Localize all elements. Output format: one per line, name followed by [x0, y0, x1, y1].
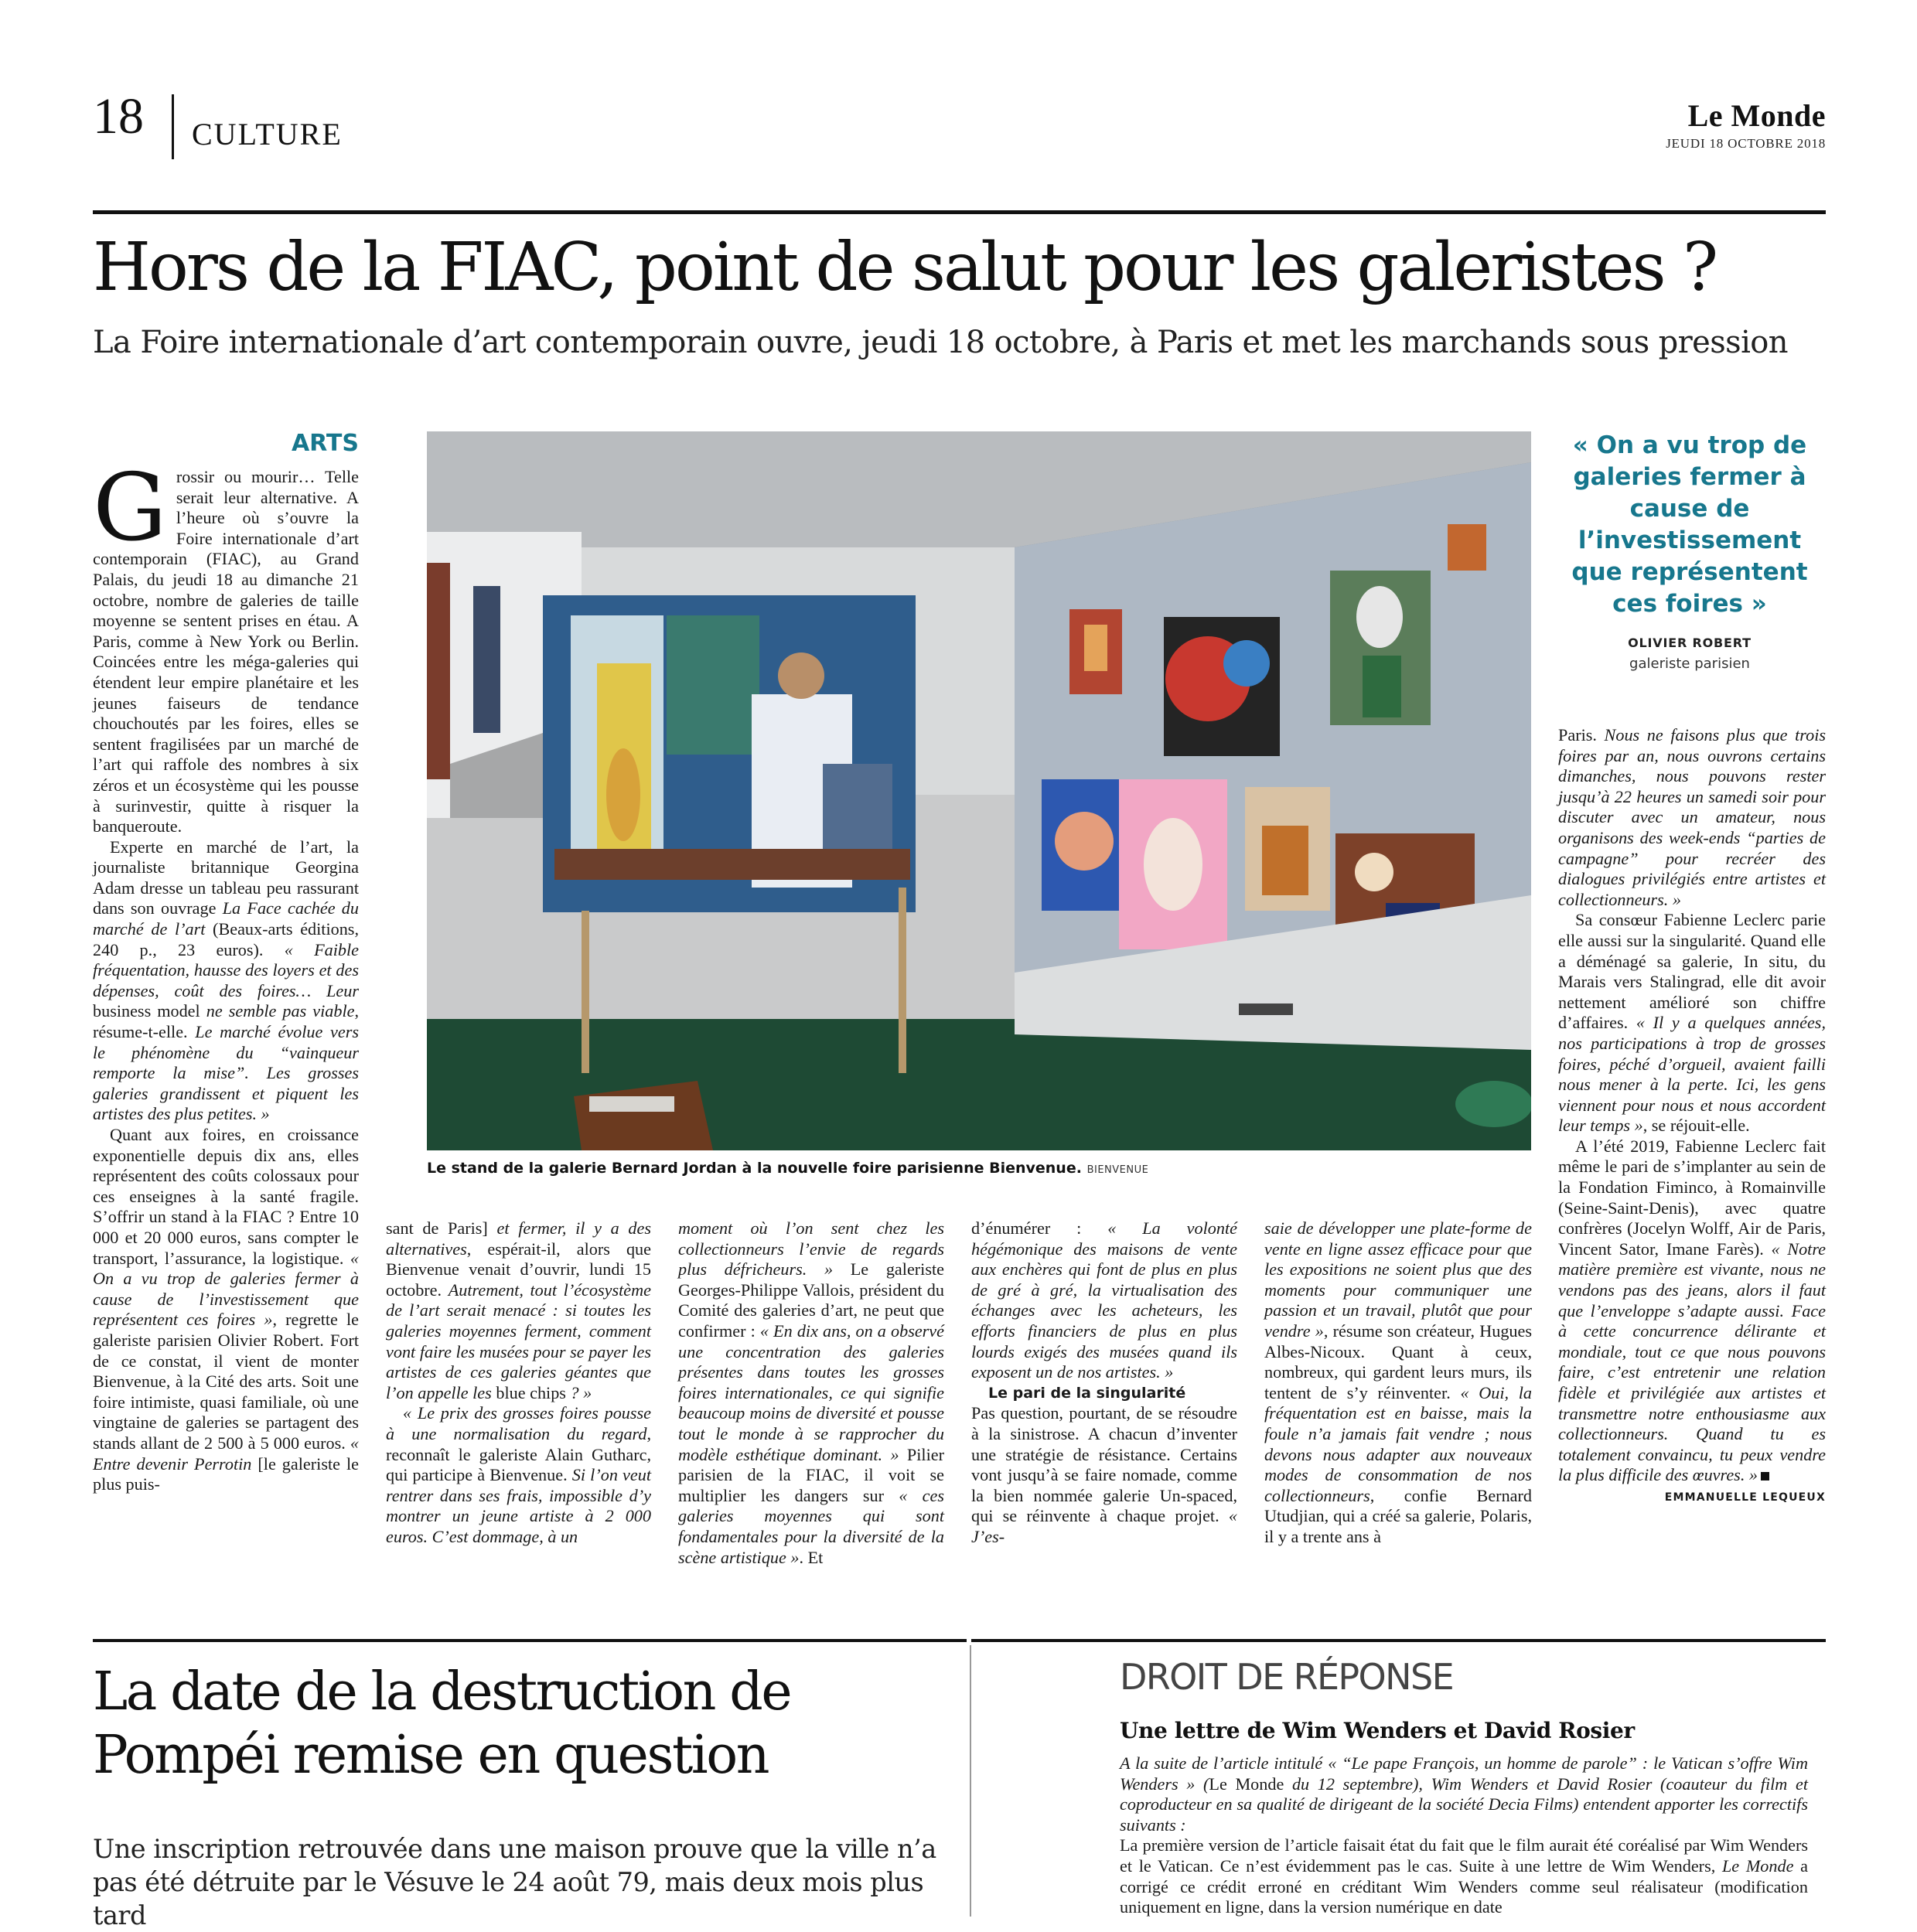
- column-separator: [970, 1645, 971, 1917]
- article-headline: Hors de la FIAC, point de salut pour les galeristes ?: [93, 229, 1717, 306]
- paragraph: d’énumérer : « La volonté hégémonique des maisons de vente aux enchères qui font de plus en plus de gré à gré, la virtualisation des échanges avec les acheteurs, les efforts financiers de plus en plus lourds exigés des musées quand ils exposent un de nos artistes. »: [971, 1218, 1237, 1382]
- dropcap: G: [93, 455, 167, 562]
- header-divider: [172, 94, 174, 159]
- gallery-photo: [427, 431, 1531, 1150]
- photo-caption: Le stand de la galerie Bernard Jordan à la nouvelle foire parisienne Bienvenue. BIENVENUE: [427, 1160, 1149, 1177]
- page-number: 18: [93, 88, 144, 145]
- pull-quote-author: OLIVIER ROBERT: [1628, 635, 1752, 650]
- droit-de-reponse-title: Une lettre de Wim Wenders et David Rosier: [1120, 1718, 1635, 1743]
- section-subheading: Le pari de la singularité: [988, 1384, 1186, 1402]
- newspaper-logo: Le Monde: [1687, 98, 1826, 133]
- droit-top-rule: [971, 1639, 1826, 1642]
- droit-de-reponse-text: [1120, 1753, 1808, 1918]
- paragraph: La première version de l’article faisait état du fait que le film aurait été coréalisé par Wim Wenders et le Vatican. Ce n’est évidemment pas le cas. Suite à une lettre de Wim Wenders, Le Monde a corrigé ce crédit erroné en créditant Wim Wenders comme seul réalisateur (modification uniquement en ligne, dans la version numérique en date: [1120, 1835, 1808, 1917]
- text-column-6: [1558, 725, 1826, 1508]
- paragraph: Quant aux foires, en croissance exponentielle depuis dix ans, elles représentent des coûts colossaux pour ces enseignes à la santé fragile. S’offrir un stand à la FIAC ? Entre 10 000 et 20 000 euros, sans compter le transport, l’assurance, la logistique. « On a vu trop de galeries fermer à cause de l’investissement que représentent ces foires », regrette le galeriste parisien Olivier Robert. Fort de ce constat, il vient de monter Bienvenue, à la Cité des arts. Soit une foire intimiste, quasi familiale, où une vingtaine de galeries se partagent des stands allant de 2 500 à 5 000 euros. « Entre devenir Perrotin [le galeriste le plus puis-: [93, 1125, 359, 1494]
- text-column-2: [386, 1218, 651, 1548]
- text-column-1: [93, 455, 360, 1495]
- paragraph: Paris. Nous ne faisons plus que trois foires par an, nous ouvrons certains dimanches, nous pouvons rester jusqu’à 22 heures un samedi soir pour discuter avec un amateur, nous organisons des week-ends “parties de campagne” pour recréer des dialogues privilégiés entre artistes et collectionneurs. »: [1558, 725, 1826, 909]
- top-rule: [93, 210, 1826, 214]
- paragraph: A l’été 2019, Fabienne Leclerc fait même le pari de s’implanter au sein de la Fondation Fiminco, à Romainville (Seine-Saint-Denis), avec quatre confrères (Jocelyn Wolff, Air de Paris, Vincent Sator, Imane Farès). « Notre matière première est vivante, nous ne vendons pas des jeans, alors il faut que l’enveloppe s’adapte aussi. Face à cette concurrence délirante et mondiale, tout ce que nous pouvons faire, c’est entretenir une relation fidèle et privilégiée aux artistes et transmettre notre enthousiasme aux collectionneurs. Quand tu es totalement convaincu, tu peux vendre la plus difficile des œuvres. »: [1558, 1136, 1826, 1485]
- droit-de-reponse-kicker: DROIT DE RÉPONSE: [1120, 1656, 1454, 1698]
- paragraph: Pas question, pourtant, de se résoudre à la sinistrose. A chacun d’inventer une stratégie de résistance. Certains vont jusqu’à se faire nomade, comme la bien nommée galerie Un-spaced, qui se réinvente à chaque projet. « J’es-: [971, 1403, 1237, 1546]
- text-column-4: [971, 1218, 1237, 1548]
- paragraph: A la suite de l’article intitulé « “Le pape François, un homme de parole” : le Vatican s’offre Wim Wenders » (Le Monde du 12 septembre), Wim Wenders et David Rosier (coauteur du film et coproducteur en sa qualité de dirigeant de la société Decia Films) entendent apporter les correctifs suivants :: [1120, 1753, 1808, 1835]
- rubric-label: ARTS: [291, 430, 359, 457]
- paragraph: Grossir ou mourir… Telle serait leur alternative. A l’heure où s’ouvre la Foire internationale d’art contemporain (FIAC), au Grand Palais, du jeudi 18 au dimanche 21 octobre, nombre de galeries de taille moyenne se sentent prises en étau. A Paris, comme à New York ou Berlin. Coincées entre les méga-galeries qui étendent leur empire planétaire et les jeunes faiseurs de tendance chouchoutés par les foires, elles se sentent fragilisées par un marché de l’art qui raffole des nombres à six zéros et un écosystème qui les pousse à surinvestir, quitte à risquer la banqueroute.: [93, 455, 359, 837]
- pull-quote: « On a vu trop de galeries fermer à cause de l’investissement que représentent ces foires »: [1571, 431, 1808, 618]
- end-mark: [1761, 1472, 1769, 1481]
- issue-date: JEUDI 18 OCTOBRE 2018: [1666, 136, 1826, 151]
- photo-credit: BIENVENUE: [1086, 1164, 1149, 1176]
- text-column-3: [678, 1218, 944, 1568]
- pull-quote-role: galeriste parisien: [1629, 656, 1750, 672]
- paragraph: Sa consœur Fabienne Leclerc parie elle aussi sur la singularité. Quand elle a déménagé sa galerie, In situ, du Marais vers Stalingrad, elle dit avoir nettement amélioré son chiffre d’affaires. « Il y a quelques années, nos participations à trop de grosses foires, péché d’orgueil, avaient failli nous mener à la perte. Ici, les gens viennent pour nous et nous accordent leur temps », se réjouit-elle.: [1558, 910, 1826, 1136]
- paragraph: sant de Paris] et fermer, il y a des alternatives, espérait-il, alors que Bienvenue venait d’ouvrir, lundi 15 octobre. Autrement, tout l’écosystème de l’art serait menacé : si toutes les galeries moyennes ferment, comment vont faire les musées pour se payer les artistes de ces galeries géantes que l’on appelle les blue chips ? »: [386, 1218, 651, 1402]
- pompei-headline: La date de la destruction de Pompéi remise en question: [93, 1661, 791, 1786]
- paragraph: moment où l’on sent chez les collectionneurs l’envie de regards plus défricheurs. » Le galeriste Georges-Philippe Vallois, président du Comité des galeries d’art, ne peut que confirmer : « En dix ans, on a observé une concentration des galeries présentes dans toutes les grosses foires internationales, ce qui signifie beaucoup moins de diversité et pousse tout le monde à se rapprocher du modèle esthétique dominant. » Pilier parisien de la FIAC, il voit se multiplier les dangers sur « ces galeries moyennes qui sont fondamentales pour la diversité de la scène artistique ». Et: [678, 1218, 945, 1567]
- paragraph: « Le prix des grosses foires pousse à une normalisation du regard, reconnaît le galeriste Alain Gutharc, qui participe à Bienvenue. Si l’on veut rentrer dans ses frais, impossible d’y montrer un jeune artiste à 2 000 euros. C’est dommage, à un: [386, 1403, 651, 1546]
- author-signature: EMMANUELLE LEQUEUX: [1664, 1491, 1826, 1504]
- pompei-subheadline: Une inscription retrouvée dans une maison prouve que la ville n’a pas été détruite par le Vésuve le 24 août 79, mais deux mois plus tard: [93, 1834, 936, 1930]
- paragraph: Experte en marché de l’art, la journaliste britannique Georgina Adam dresse un tableau peu rassurant dans son ouvrage La Face cachée du marché de l’art (Beaux-arts éditions, 240 p., 23 euros). « Faible fréquentation, hausse des loyers et des dépenses, coût des foires… Leur business model ne semble pas viable, résume-t-elle. Le marché évolue vers le phénomène du “vainqueur remporte la mise”. Les grosses galeries grandissent et piquent les artistes des plus petites. »: [93, 837, 360, 1124]
- article-subheadline: La Foire internationale d’art contemporain ouvre, jeudi 18 octobre, à Paris et met les marchands sous pression: [93, 325, 1788, 360]
- section-name: CULTURE: [192, 117, 343, 152]
- paragraph: saie de développer une plate-forme de vente en ligne assez efficace pour que les expositions ne soient plus que des moments pour communiquer une passion et un travail, plutôt que pour vendre », résume son créateur, Hugues Albes-Nicoux. Quant à ceux, nombreux, qui gardent leurs murs, ils tentent de s’y réinventer. « Oui, la fréquentation est en baisse, mais la foule n’a jamais fait vendre ; nous devons nous adapter aux nouveaux modes de consommation de nos collectionneurs, confie Bernard Utudjian, qui a créé sa galerie, Polaris, il y a trente ans à: [1264, 1218, 1533, 1546]
- pompei-top-rule: [93, 1639, 967, 1642]
- text-column-5: [1264, 1218, 1532, 1548]
